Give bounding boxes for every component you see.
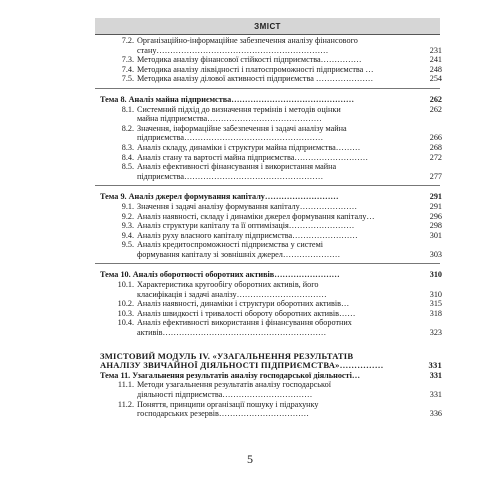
entry-title-line: Значення і задачі аналізу формування капіталу………………… [137, 201, 358, 211]
toc-entry-9-3[interactable] [100, 221, 442, 231]
entry-title-line: Аналіз наявності, динаміки і структури оборотних активів… [137, 299, 350, 309]
topic-title: Тема 11. Узагальнення результатів аналізу господарської діяльності… [100, 370, 361, 380]
entry-page: 231 [429, 45, 442, 55]
entry-number: 9.1. [121, 201, 134, 211]
entry-page: 336 [429, 409, 442, 419]
topic-page: 291 [429, 192, 442, 202]
toc-entry-9-1[interactable] [100, 201, 442, 212]
entry-number: 7.4. [121, 64, 134, 74]
entry-page: 298 [429, 221, 442, 231]
topic-page: 331 [429, 370, 442, 380]
toc-entry-9-5[interactable] [100, 240, 442, 259]
section-rule [95, 88, 440, 89]
entry-page: 291 [429, 201, 442, 211]
entry-title-line: Аналіз ефективності фінансування і використання майна [137, 162, 337, 172]
toc-entry-9-4[interactable] [100, 230, 442, 241]
topic-page: 310 [429, 270, 442, 280]
toc-entry-8-5[interactable] [100, 162, 442, 181]
entry-title-line: формування капіталу зі зовнішніх джерел………………… [137, 249, 341, 259]
entry-title-line: Аналіз руху власного капіталу підприємства…………………… [137, 230, 358, 240]
entry-title-line: Аналіз структури капіталу та її оптимізація…………………… [137, 221, 355, 231]
entry-title-line: Характеристика кругообігу оборотних активів, його [137, 280, 319, 290]
entry-title-line: Значення, інформаційне забезпечення і задачі аналізу майна [137, 123, 347, 133]
entry-number: 10.2. [117, 299, 134, 309]
entry-number: 10.4. [117, 318, 134, 328]
running-header [95, 18, 440, 34]
entry-number: 9.5. [121, 240, 134, 250]
entry-number: 11.2. [117, 399, 134, 409]
entry-title-line: стану……………………………………………………… [137, 45, 329, 55]
entry-number: 11.1. [117, 380, 134, 390]
toc-entry-10-2[interactable] [100, 299, 442, 309]
toc-entry-8-3[interactable] [100, 142, 442, 153]
entry-title-line: підприємства…………………………………………… [137, 171, 324, 181]
toc-module-4[interactable] [100, 350, 442, 371]
toc-topic-11[interactable] [100, 370, 442, 381]
toc-entry-10-3[interactable] [100, 308, 442, 319]
table-of-contents [100, 36, 442, 419]
toc-entry-8-2[interactable] [100, 123, 442, 143]
entry-title-line: Поняття, принципи організації пошуку і підрахунку [137, 399, 319, 409]
entry-title-line: підприємства…………………………………………… [137, 133, 324, 143]
topic-page: 262 [429, 94, 442, 104]
topic-title: Тема 10. Аналіз оборотності оборотних активів…………………… [100, 270, 340, 280]
entry-number: 8.3. [121, 142, 134, 152]
entry-title-line: Методика аналізу фінансової стійкості підприємства…………… [137, 55, 362, 65]
entry-number: 9.4. [121, 230, 134, 240]
entry-page: 296 [429, 211, 442, 221]
toc-entry-11-1[interactable] [100, 380, 442, 399]
toc-entry-8-4[interactable] [100, 152, 442, 163]
entry-title-line: Методика аналізу ділової активності підприємства ………………… [137, 74, 374, 84]
toc-entry-10-4[interactable] [100, 318, 442, 338]
entry-title-line: Системний підхід до визначення термінів і методів оцінки [137, 104, 341, 114]
entry-title-line: діяльності підприємства…………………………… [137, 390, 313, 399]
entry-page: 277 [429, 171, 442, 181]
header-title: ЗМІСТ [254, 21, 281, 31]
entry-number: 10.3. [117, 308, 134, 318]
entry-title-line: Аналіз ефективності використання і фінансування оборотних [137, 318, 352, 328]
entry-page: 318 [429, 308, 442, 318]
entry-page: 301 [429, 230, 442, 240]
entry-title-line: Аналіз наявності, складу і динаміки джерел формування капіталу… [137, 211, 375, 221]
entry-page: 323 [429, 328, 442, 338]
entry-title-line: класифікація і задачі аналізу…………………………… [137, 289, 327, 299]
entry-page: 266 [429, 133, 442, 143]
entry-page: 248 [429, 64, 442, 74]
entry-page: 331 [429, 390, 442, 399]
entry-number: 8.5. [121, 162, 134, 172]
entry-number: 7.2. [121, 36, 134, 45]
entry-title-line: Аналіз стану та вартості майна підприємства……………………… [137, 152, 369, 162]
toc-topic-8[interactable] [100, 94, 442, 105]
module-title-line: ЗМІСТОВИЙ МОДУЛЬ ІV. «УЗАГАЛЬНЕННЯ РЕЗУЛЬТАТІВ [100, 350, 354, 361]
module-page: 331 [428, 360, 442, 371]
topic-title: Тема 8. Аналіз майна підприємства……………………………………… [100, 94, 355, 104]
entry-number: 7.3. [121, 55, 134, 65]
entry-title-line: активів…………………………………………………… [137, 328, 327, 338]
section-rule [95, 185, 440, 186]
entry-title-line: Аналіз швидкості і тривалості обороту оборотних активів…… [137, 308, 356, 318]
entry-page: 254 [429, 74, 442, 84]
entry-number: 8.2. [121, 123, 134, 133]
entry-page: 268 [429, 142, 442, 152]
toc-topic-10[interactable] [100, 270, 442, 280]
entry-page: 303 [429, 249, 442, 259]
toc-entry-7-2[interactable] [100, 36, 442, 55]
entry-page: 262 [429, 104, 442, 114]
toc-entry-7-5[interactable] [100, 74, 442, 84]
entry-number: 8.4. [121, 152, 134, 162]
toc-entry-11-2[interactable] [100, 399, 442, 419]
entry-title-line: Аналіз кредитоспроможності підприємства у системі [137, 240, 324, 250]
topic-title: Тема 9. Аналіз джерел формування капіталу……………………… [100, 192, 339, 202]
header-rule [95, 34, 440, 35]
toc-entry-8-1[interactable] [100, 104, 442, 124]
section-rule [95, 263, 440, 264]
toc-entry-10-1[interactable] [100, 280, 442, 299]
entry-title-line: майна підприємства…………………………………… [137, 114, 322, 124]
entry-title-line: Методика аналізу ліквідності і платоспроможності підприємства … [137, 64, 374, 74]
entry-number: 7.5. [121, 74, 134, 84]
module-title-line: АНАЛІЗУ ЗВИЧАЙНОЇ ДІЯЛЬНОСТІ ПІДПРИЄМСТВА»…………… [100, 360, 384, 371]
entry-number: 9.3. [121, 221, 134, 231]
toc-entry-9-2[interactable] [100, 211, 442, 222]
toc-entry-7-4[interactable] [100, 64, 442, 75]
toc-topic-9[interactable] [100, 192, 442, 202]
entry-number: 8.1. [121, 104, 134, 114]
entry-title-line: Методи узагальнення результатів аналізу господарської [137, 380, 331, 390]
entry-page: 315 [429, 299, 442, 309]
entry-title-line: Організаційно-інформаційне забезпечення аналізу фінансового [137, 36, 358, 45]
entry-page: 272 [429, 152, 442, 162]
entry-number: 10.1. [117, 280, 134, 290]
entry-number: 9.2. [121, 211, 134, 221]
entry-page: 310 [429, 289, 442, 299]
entry-title-line: господарських резервів…………………………… [137, 409, 309, 419]
entry-title-line: Аналіз складу, динаміки і структури майна підприємства……… [137, 142, 361, 152]
entry-page: 241 [429, 55, 442, 65]
toc-entry-7-3[interactable] [100, 55, 442, 65]
page-number: 5 [247, 452, 253, 466]
